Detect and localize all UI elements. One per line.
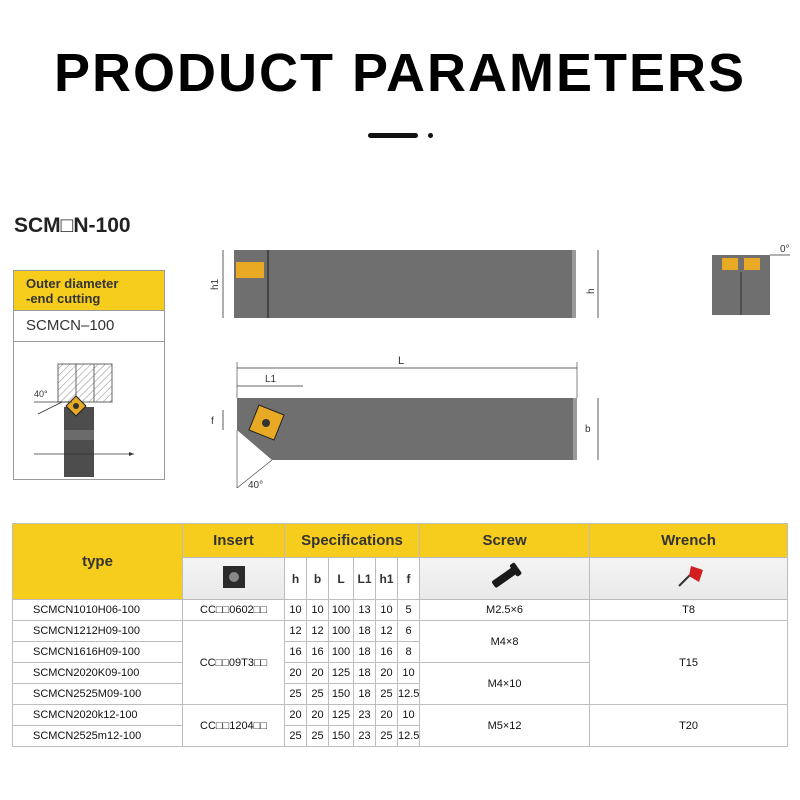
- spec-cell: 25: [285, 726, 307, 747]
- end-insert-left: [722, 258, 738, 270]
- holder-side-view: [303, 398, 573, 460]
- spec-cell: 12.5: [398, 726, 420, 747]
- spec-cell: 100: [329, 621, 354, 642]
- table-row: [13, 705, 788, 726]
- screw-cell: M4×10: [420, 663, 590, 705]
- type-cell: SCMCN2525M09-100: [13, 684, 183, 705]
- insert-top: [236, 262, 264, 278]
- spec-cell: 18: [354, 684, 376, 705]
- spec-cell: 25: [307, 726, 329, 747]
- insert-cell: CC□□09T3□□: [183, 621, 285, 705]
- spec-col-b: b: [307, 558, 329, 600]
- label-L: L: [398, 355, 405, 367]
- label-0deg: 0°: [780, 244, 790, 255]
- type-cell: SCMCN2525m12-100: [13, 726, 183, 747]
- spec-col-L: L: [329, 558, 354, 600]
- spec-cell: 20: [307, 705, 329, 726]
- spec-cell: 5: [398, 600, 420, 621]
- spec-col-h: h: [285, 558, 307, 600]
- page-title: PRODUCT PARAMETERS: [53, 43, 746, 103]
- insert-side-hole: [262, 419, 270, 427]
- spec-cell: 20: [376, 705, 398, 726]
- label-b: b: [585, 424, 591, 435]
- header-type: type: [13, 524, 183, 600]
- spec-cell: 125: [329, 705, 354, 726]
- screw-cell: M2.5×6: [420, 600, 590, 621]
- spec-cell: 18: [354, 663, 376, 684]
- spec-cell: 125: [329, 663, 354, 684]
- type-cell: SCMCN1212H09-100: [13, 621, 183, 642]
- spec-cell: 12: [307, 621, 329, 642]
- spec-cell: 150: [329, 726, 354, 747]
- wrench-cell: T8: [590, 600, 788, 621]
- spec-cell: 20: [307, 663, 329, 684]
- spec-cell: 6: [398, 621, 420, 642]
- spec-col-f: f: [398, 558, 420, 600]
- type-cell: SCMCN1616H09-100: [13, 642, 183, 663]
- type-cell: SCMCN1010H06-100: [13, 600, 183, 621]
- type-cell: SCMCN2020K09-100: [13, 663, 183, 684]
- insert-image-cell: [183, 558, 285, 600]
- label-L1: L1: [265, 374, 277, 385]
- type-cell: SCMCN2020k12-100: [13, 705, 183, 726]
- insert-icon: [219, 562, 249, 592]
- angle-label: 40°: [34, 389, 48, 399]
- screw-icon: [485, 562, 525, 592]
- spec-cell: 16: [376, 642, 398, 663]
- screw-cell: M5×12: [420, 705, 590, 747]
- spec-cell: 10: [398, 663, 420, 684]
- wrench-image-cell: [590, 558, 788, 600]
- spec-col-h1: h1: [376, 558, 398, 600]
- spec-cell: 100: [329, 600, 354, 621]
- label-40deg: 40°: [248, 480, 264, 491]
- spec-cell: 16: [285, 642, 307, 663]
- table-row: [13, 600, 788, 621]
- screw-image-cell: [420, 558, 590, 600]
- spec-cell: 10: [307, 600, 329, 621]
- spec-cell: 10: [398, 705, 420, 726]
- spec-cell: 16: [307, 642, 329, 663]
- spec-cell: 100: [329, 642, 354, 663]
- model-name: SCM□N-100: [14, 214, 131, 237]
- header-screw: Screw: [420, 524, 590, 558]
- spec-cell: 13: [354, 600, 376, 621]
- holder-side-end: [573, 398, 577, 460]
- spec-cell: 25: [376, 726, 398, 747]
- spec-cell: 20: [376, 663, 398, 684]
- side-card-header-text: Outer diameter -end cutting: [26, 276, 119, 306]
- header-insert: Insert: [183, 524, 285, 558]
- spec-cell: 23: [354, 705, 376, 726]
- wrench-cell: T15: [590, 621, 788, 705]
- header-specifications: Specifications: [285, 524, 420, 558]
- spec-table: [12, 523, 788, 747]
- spec-cell: 23: [354, 726, 376, 747]
- table-row: [13, 621, 788, 642]
- spec-cell: 20: [285, 705, 307, 726]
- spec-cell: 12: [376, 621, 398, 642]
- label-f: f: [211, 416, 214, 427]
- screw-cell: M4×8: [420, 621, 590, 663]
- header-wrench: Wrench: [590, 524, 788, 558]
- spec-cell: 25: [307, 684, 329, 705]
- spec-cell: 150: [329, 684, 354, 705]
- spec-cell: 8: [398, 642, 420, 663]
- holder-top-view: [234, 250, 572, 318]
- insert-cell: CC□□1204□□: [183, 705, 285, 747]
- spec-cell: 18: [354, 642, 376, 663]
- side-card-model: SCMCN–100: [14, 311, 164, 342]
- spec-cell: 10: [285, 600, 307, 621]
- end-insert-right: [744, 258, 760, 270]
- spec-col-L1: L1: [354, 558, 376, 600]
- spec-cell: 25: [376, 684, 398, 705]
- spec-cell: 18: [354, 621, 376, 642]
- spec-cell: 20: [285, 663, 307, 684]
- insert-cell: CC□□0602□□: [183, 600, 285, 621]
- label-h: h: [586, 288, 597, 294]
- spec-cell: 12.5: [398, 684, 420, 705]
- spec-cell: 10: [376, 600, 398, 621]
- spec-cell: 12: [285, 621, 307, 642]
- label-h1: h1: [210, 278, 221, 290]
- wrench-icon: [669, 562, 709, 592]
- wrench-cell: T20: [590, 705, 788, 747]
- holder-end: [572, 250, 576, 318]
- spec-cell: 25: [285, 684, 307, 705]
